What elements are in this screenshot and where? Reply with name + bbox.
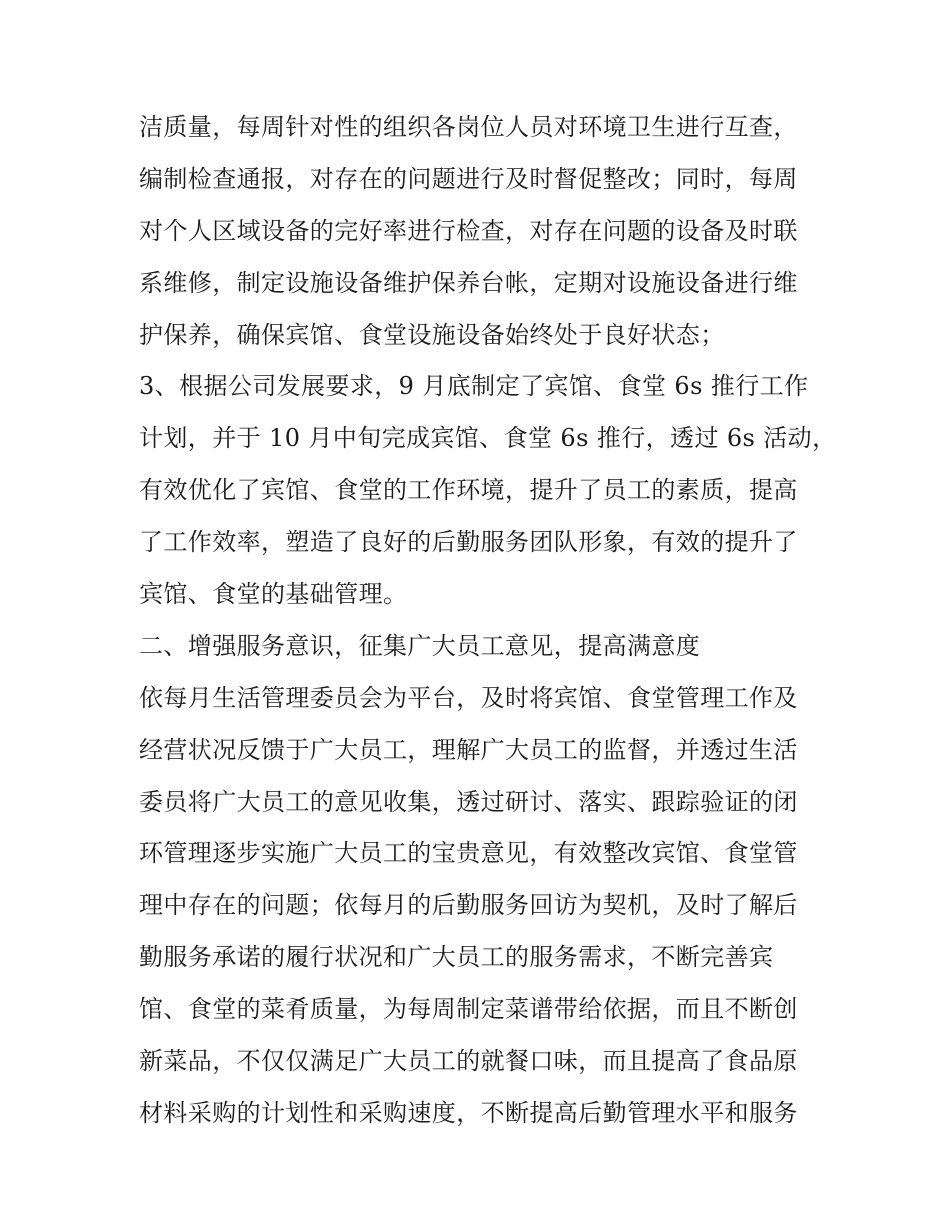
text-line: 系维修，制定设施设备维护保养台帐，定期对设施设备进行维 <box>139 268 798 297</box>
body-text <box>139 102 837 1140</box>
text-line: 3、根据公司发展要求，9 月底制定了宾馆、食堂 6s 推行工作 <box>139 372 809 401</box>
text-line: 勤服务承诺的履行状况和广大员工的服务需求，不断完善宾 <box>139 943 774 972</box>
section-heading: 二、增强服务意识，征集广大员工意见，提高满意度 <box>139 631 701 660</box>
text-line: 对个人区域设备的完好率进行检查，对存在问题的设备及时联 <box>139 216 798 245</box>
text-line: 材料采购的计划性和采购速度，不断提高后勤管理水平和服务 <box>139 1098 798 1127</box>
text-line: 依每月生活管理委员会为平台，及时将宾馆、食堂管理工作及 <box>139 683 798 712</box>
text-line: 了工作效率，塑造了良好的后勤服务团队形象，有效的提升了 <box>139 528 798 557</box>
text-line: 计划，并于 10 月中旬完成宾馆、食堂 6s 推行，透过 6s 活动， <box>139 424 837 453</box>
text-line: 洁质量，每周针对性的组织各岗位人员对环境卫生进行互查， <box>139 113 798 141</box>
text-line: 有效优化了宾馆、食堂的工作环境，提升了员工的素质，提高 <box>139 476 798 505</box>
text-line: 环管理逐步实施广大员工的宝贵意见，有效整改宾馆、食堂管 <box>139 839 798 868</box>
text-line: 理中存在的问题；依每月的后勤服务回访为契机，及时了解后 <box>139 891 798 920</box>
text-line: 经营状况反馈于广大员工，理解广大员工的监督，并透过生活 <box>139 735 798 764</box>
text-line: 委员将广大员工的意见收集，透过研讨、落实、跟踪验证的闭 <box>139 787 798 816</box>
text-line: 新菜品，不仅仅满足广大员工的就餐口味，而且提高了食品原 <box>139 1047 798 1076</box>
text-line: 护保养，确保宾馆、食堂设施设备始终处于良好状态； <box>139 320 725 349</box>
text-line: 宾馆、食堂的基础管理。 <box>139 580 408 609</box>
text-line: 馆、食堂的菜肴质量，为每周制定菜谱带给依据，而且不断创 <box>139 995 798 1024</box>
text-line: 编制检查通报，对存在的问题进行及时督促整改；同时，每周 <box>139 164 798 193</box>
